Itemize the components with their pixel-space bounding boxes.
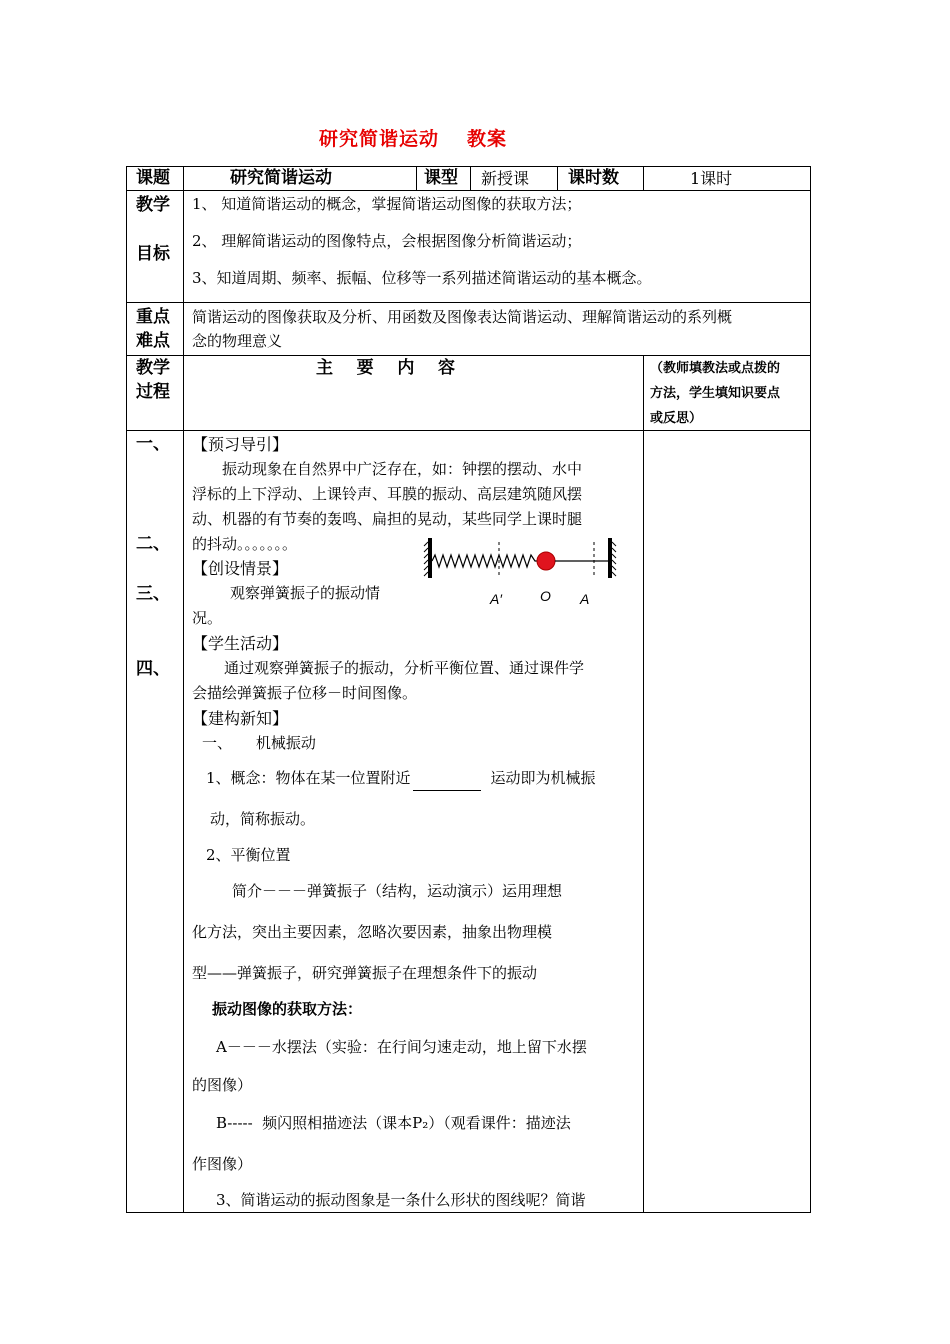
concept-line	[206, 766, 596, 791]
scenario-heading: 【创设情景】	[192, 559, 289, 578]
topic-value: 研究简谐运动	[230, 168, 332, 188]
notes-header-line: 或反思）	[650, 411, 703, 426]
label-a-prime: A′	[490, 591, 502, 607]
key-label-bottom: 难点	[136, 331, 170, 351]
table-rule	[126, 302, 811, 303]
topic-label: 课题	[136, 168, 170, 188]
balance-heading: 2、平衡位置	[206, 846, 291, 864]
process-label-bottom: 过程	[136, 382, 170, 402]
hours-label: 课时数	[568, 168, 619, 188]
table-rule	[183, 166, 184, 1213]
title-main: 研究简谐运动	[318, 128, 439, 150]
notes-column-header	[650, 356, 780, 431]
table-rule	[643, 355, 644, 1213]
scenario-line: 观察弹簧振子的振动情	[230, 584, 381, 602]
left-wall	[424, 538, 432, 578]
step-label: 三、	[136, 584, 170, 604]
goal-item: 1、 知道简谐运动的概念，掌握简谐运动图像的获取方法；	[192, 195, 582, 213]
preview-line: 浮标的上下浮动、上课铃声、耳膜的振动、高层建筑随风摆	[192, 485, 583, 503]
method-b-line: 作图像）	[192, 1155, 253, 1173]
step-label: 二、	[136, 534, 170, 554]
preview-heading: 【预习导引】	[192, 435, 289, 454]
activity-line: 通过观察弹簧振子的振动，分析平衡位置、通过课件学	[224, 659, 585, 677]
table-rule	[126, 190, 811, 191]
method-b-line: B----- 频闪照相描迹法（课本P₂）（观看课件：描迹法	[216, 1114, 571, 1132]
preview-line: 动、机器的有节奏的轰鸣、扁担的晃动，某些同学上课时腿	[192, 510, 583, 528]
preview-line: 振动现象在自然界中广泛存在，如：钟摆的摆动、水中	[222, 460, 583, 478]
oscillator-ball	[537, 552, 555, 570]
key-points-line: 简谐运动的图像获取及分析、用函数及图像表达简谐运动、理解简谐运动的系列概	[192, 308, 733, 326]
notes-header-line: 方法，学生填知识要点	[650, 386, 781, 401]
section-mechanical-vibration: 一、 机械振动	[202, 734, 316, 752]
label-o: O	[540, 588, 551, 604]
activity-line: 会描绘弹簧振子位移－时间图像。	[192, 684, 418, 702]
spring	[432, 555, 538, 567]
table-rule	[557, 166, 558, 191]
key-points-line: 念的物理意义	[192, 332, 283, 350]
table-border-top	[126, 166, 811, 167]
label-a: A	[580, 591, 590, 607]
document-title	[0, 124, 826, 151]
type-value: 新授课	[481, 169, 530, 188]
step-label: 四、	[136, 659, 170, 679]
goal-item: 3、知道周期、频率、振幅、位移等一系列描述简谐运动的基本概念。	[192, 269, 652, 287]
table-rule	[470, 166, 471, 191]
right-wall	[608, 538, 616, 578]
key-label-top: 重点	[136, 307, 170, 327]
construct-heading: 【建构新知】	[192, 709, 289, 728]
method-heading: 振动图像的获取方法：	[212, 1000, 363, 1018]
goals-label-bottom: 目标	[136, 244, 170, 264]
type-label: 课型	[424, 168, 458, 188]
method-a-line: A－－－水摆法（实验：在行间匀速走动，地上留下水摆	[216, 1038, 587, 1056]
process-label-top: 教学	[136, 358, 170, 378]
concept-line: 动，简称振动。	[210, 810, 316, 828]
intro-line: 型——弹簧振子，研究弹簧振子在理想条件下的振动	[192, 964, 538, 982]
preview-line: 的抖动。。。。。。。	[192, 535, 298, 553]
concept-prefix: 1、概念：物体在某一位置附近	[206, 769, 411, 787]
table-rule	[643, 166, 644, 191]
hours-value: 1课时	[690, 169, 733, 188]
intro-line: 化方法，突出主要因素，忽略次要因素，抽象出物理模	[192, 923, 553, 941]
question-line: 3、简谐运动的振动图象是一条什么形状的图线呢？简谐	[216, 1191, 586, 1209]
spring-oscillator-diagram	[422, 534, 618, 612]
scenario-line: 况。	[192, 609, 223, 627]
concept-fill-blank[interactable]	[413, 774, 481, 791]
title-suffix: 教案	[467, 128, 508, 150]
concept-suffix: 运动即为机械振	[490, 769, 596, 787]
intro-line: 简介－－－弹簧振子（结构，运动演示）运用理想	[232, 882, 563, 900]
step-label: 一、	[136, 434, 170, 454]
activity-heading: 【学生活动】	[192, 634, 289, 653]
notes-header-line: （教师填教法或点拨的	[650, 361, 781, 376]
table-border-right	[810, 166, 811, 1213]
goals-label-top: 教学	[136, 195, 170, 215]
method-a-line: 的图像）	[192, 1076, 253, 1094]
goal-item: 2、 理解简谐运动的图像特点，会根据图像分析简谐运动；	[192, 232, 582, 250]
table-border-left	[126, 166, 127, 1213]
main-content-heading: 主 要 内 容	[316, 358, 456, 378]
table-rule	[416, 166, 417, 191]
